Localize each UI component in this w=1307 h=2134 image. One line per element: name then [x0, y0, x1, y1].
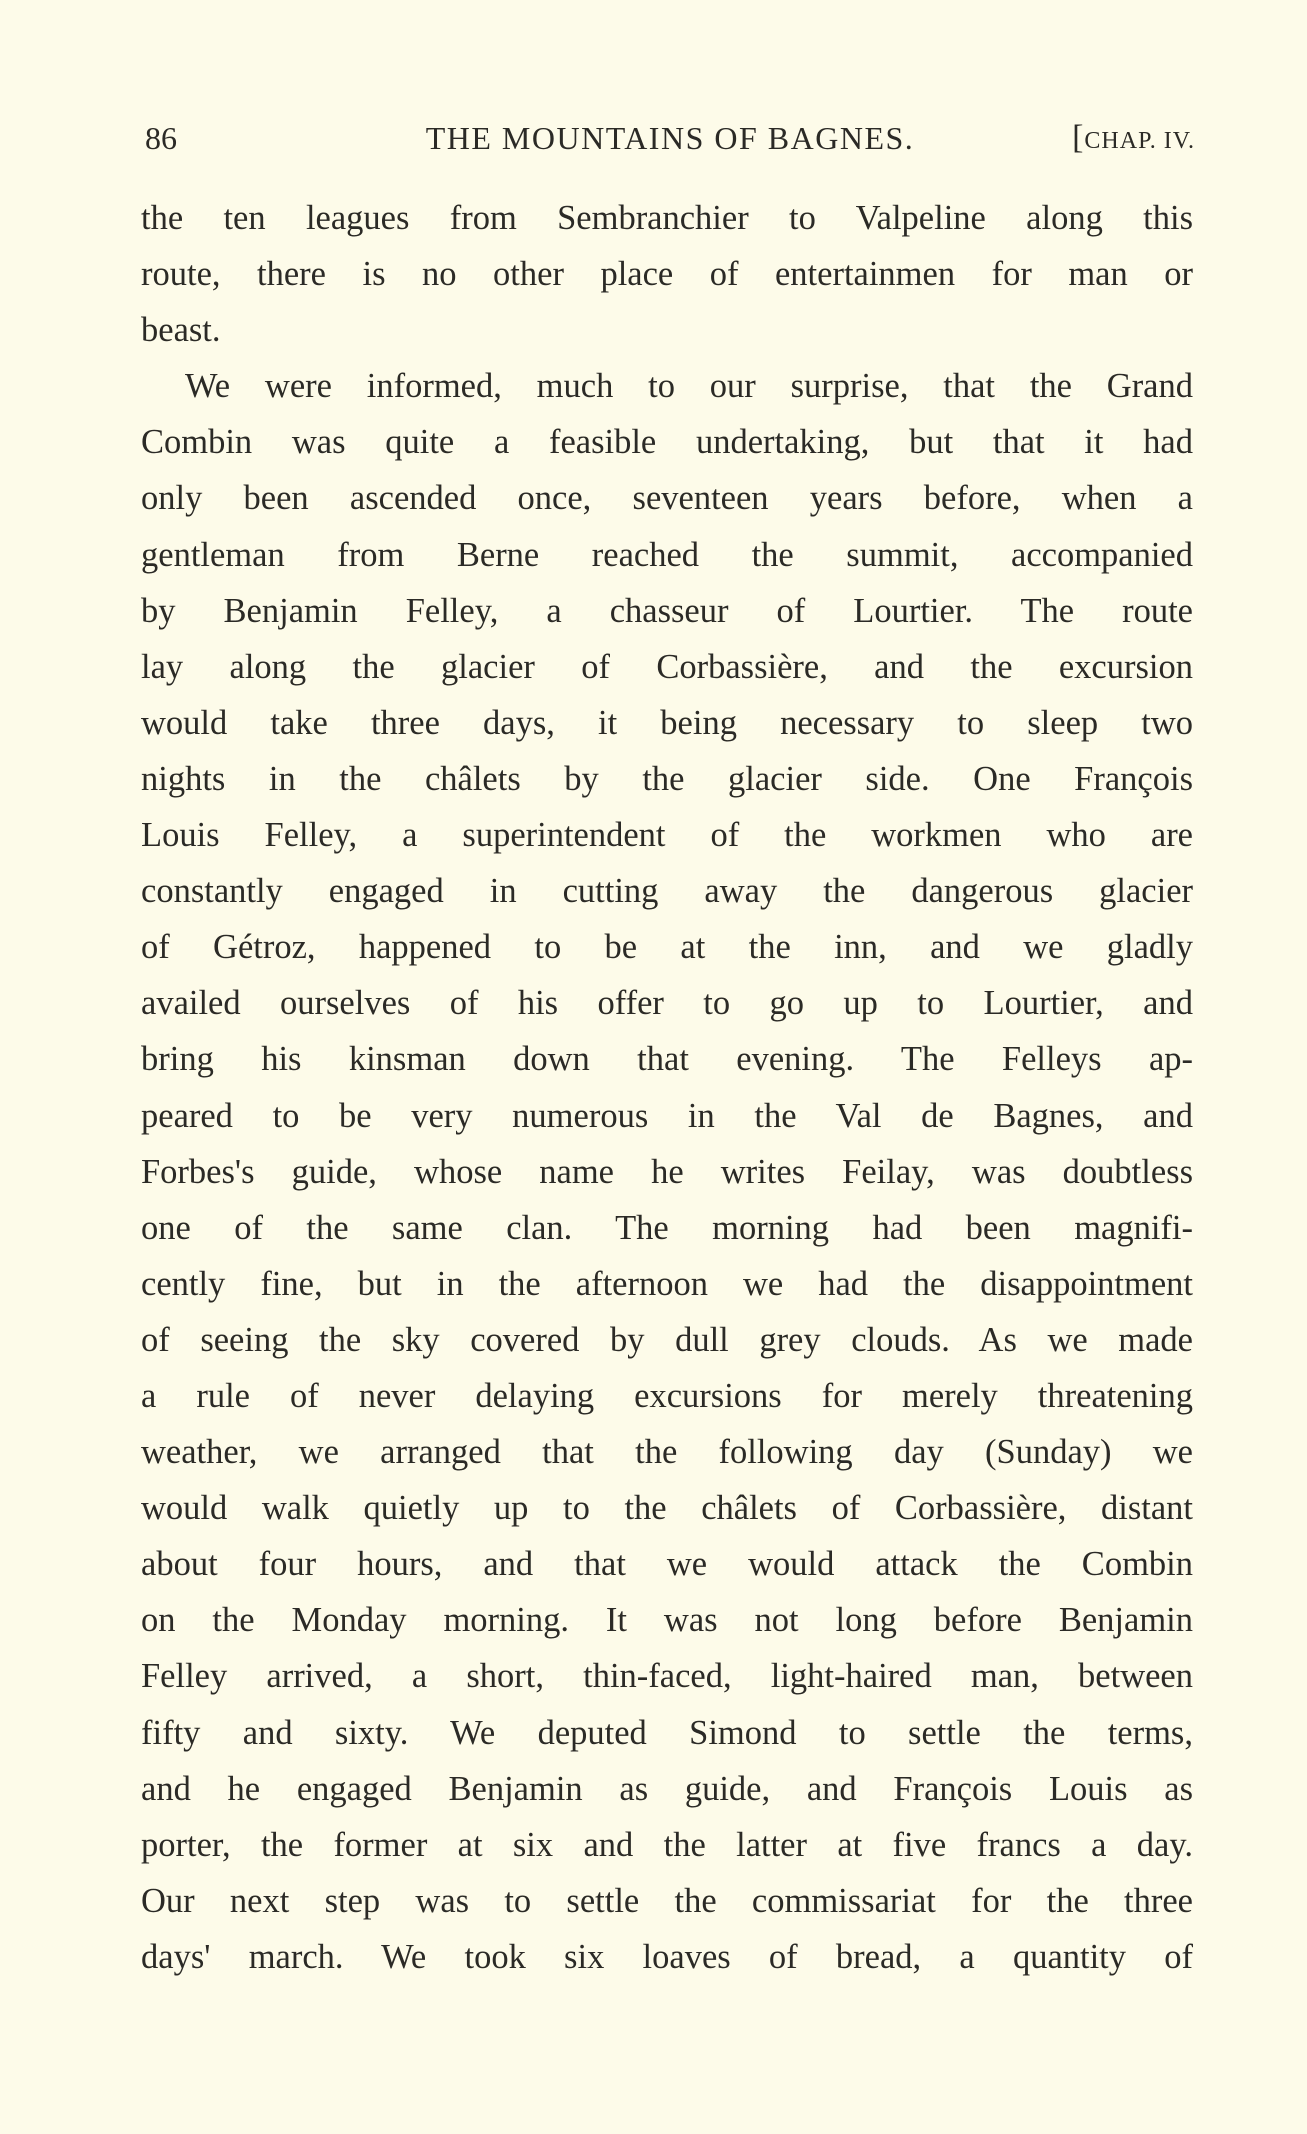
running-title: THE MOUNTAINS OF BAGNES.	[425, 120, 915, 156]
text-line: would take three days, it being necessary to sleep two	[141, 703, 1193, 742]
text-line: the ten leagues from Sembranchier to Valpeline along this	[141, 199, 1193, 237]
text-line: by Benjamin Felley, a chasseur of Lourtier. The route	[141, 591, 1193, 630]
text-line: a rule of never delaying excursions for merely threatening	[141, 1376, 1193, 1415]
text-line: porter, the former at six and the latter at five francs a day.	[141, 1825, 1193, 1864]
text-line: gentleman from Berne reached the summit, accompanied	[141, 535, 1193, 574]
text-line: route, there is no other place of entertainmen for man or	[141, 255, 1193, 294]
text-line: fifty and sixty. We deputed Simond to settle the terms,	[141, 1713, 1193, 1752]
text-line: and he engaged Benjamin as guide, and François Louis as	[141, 1769, 1193, 1808]
text-line: Our next step was to settle the commissariat for the three	[141, 1881, 1193, 1920]
text-line: Forbes's guide, whose name he writes Feilay, was doubtless	[141, 1152, 1193, 1191]
text-line: Combin was quite a feasible undertaking, but that it had	[141, 423, 1193, 462]
text-line: days' march. We took six loaves of bread, a quantity of	[141, 1937, 1193, 1976]
text-line: one of the same clan. The morning had been magnifi-	[141, 1208, 1193, 1247]
text-line: about four hours, and that we would attack the Combin	[141, 1545, 1193, 1584]
text-line: of seeing the sky covered by dull grey clouds. As we made	[141, 1320, 1193, 1359]
text-line: of Gétroz, happened to be at the inn, and we gladly	[141, 928, 1193, 967]
text-line: lay along the glacier of Corbassière, and the excursion	[141, 647, 1193, 686]
text-line: nights in the châlets by the glacier side. One François	[141, 759, 1193, 798]
text-line: weather, we arranged that the following day (Sunday) we	[141, 1433, 1193, 1472]
text-line: would walk quietly up to the châlets of Corbassière, distant	[141, 1489, 1193, 1528]
chapter-reference	[1072, 114, 1195, 165]
chapter-label: CHAP. IV.	[1084, 128, 1195, 154]
text-line: on the Monday morning. It was not long before Benjamin	[141, 1601, 1193, 1640]
text-line: bring his kinsman down that evening. The Felleys ap-	[141, 1040, 1193, 1079]
body-text	[141, 190, 1193, 1985]
text-line: beast.	[141, 311, 221, 350]
text-line: availed ourselves of his offer to go up to Lourtier, and	[141, 984, 1193, 1023]
text-line: constantly engaged in cutting away the dangerous glacier	[141, 872, 1193, 911]
text-line: peared to be very numerous in the Val de Bagnes, and	[141, 1096, 1193, 1135]
text-line: only been ascended once, seventeen years before, when a	[141, 479, 1193, 518]
text-line: Louis Felley, a superintendent of the workmen who are	[141, 816, 1193, 855]
text-line: cently fine, but in the afternoon we had the disappointment	[141, 1264, 1193, 1303]
text-line: Felley arrived, a short, thin-faced, light-haired man, between	[141, 1657, 1193, 1696]
text-line: We were informed, much to our surprise, that the Grand	[185, 367, 1193, 406]
page-number: 86	[145, 120, 177, 156]
page-header	[145, 114, 1195, 162]
chapter-bracket: [	[1072, 119, 1085, 156]
